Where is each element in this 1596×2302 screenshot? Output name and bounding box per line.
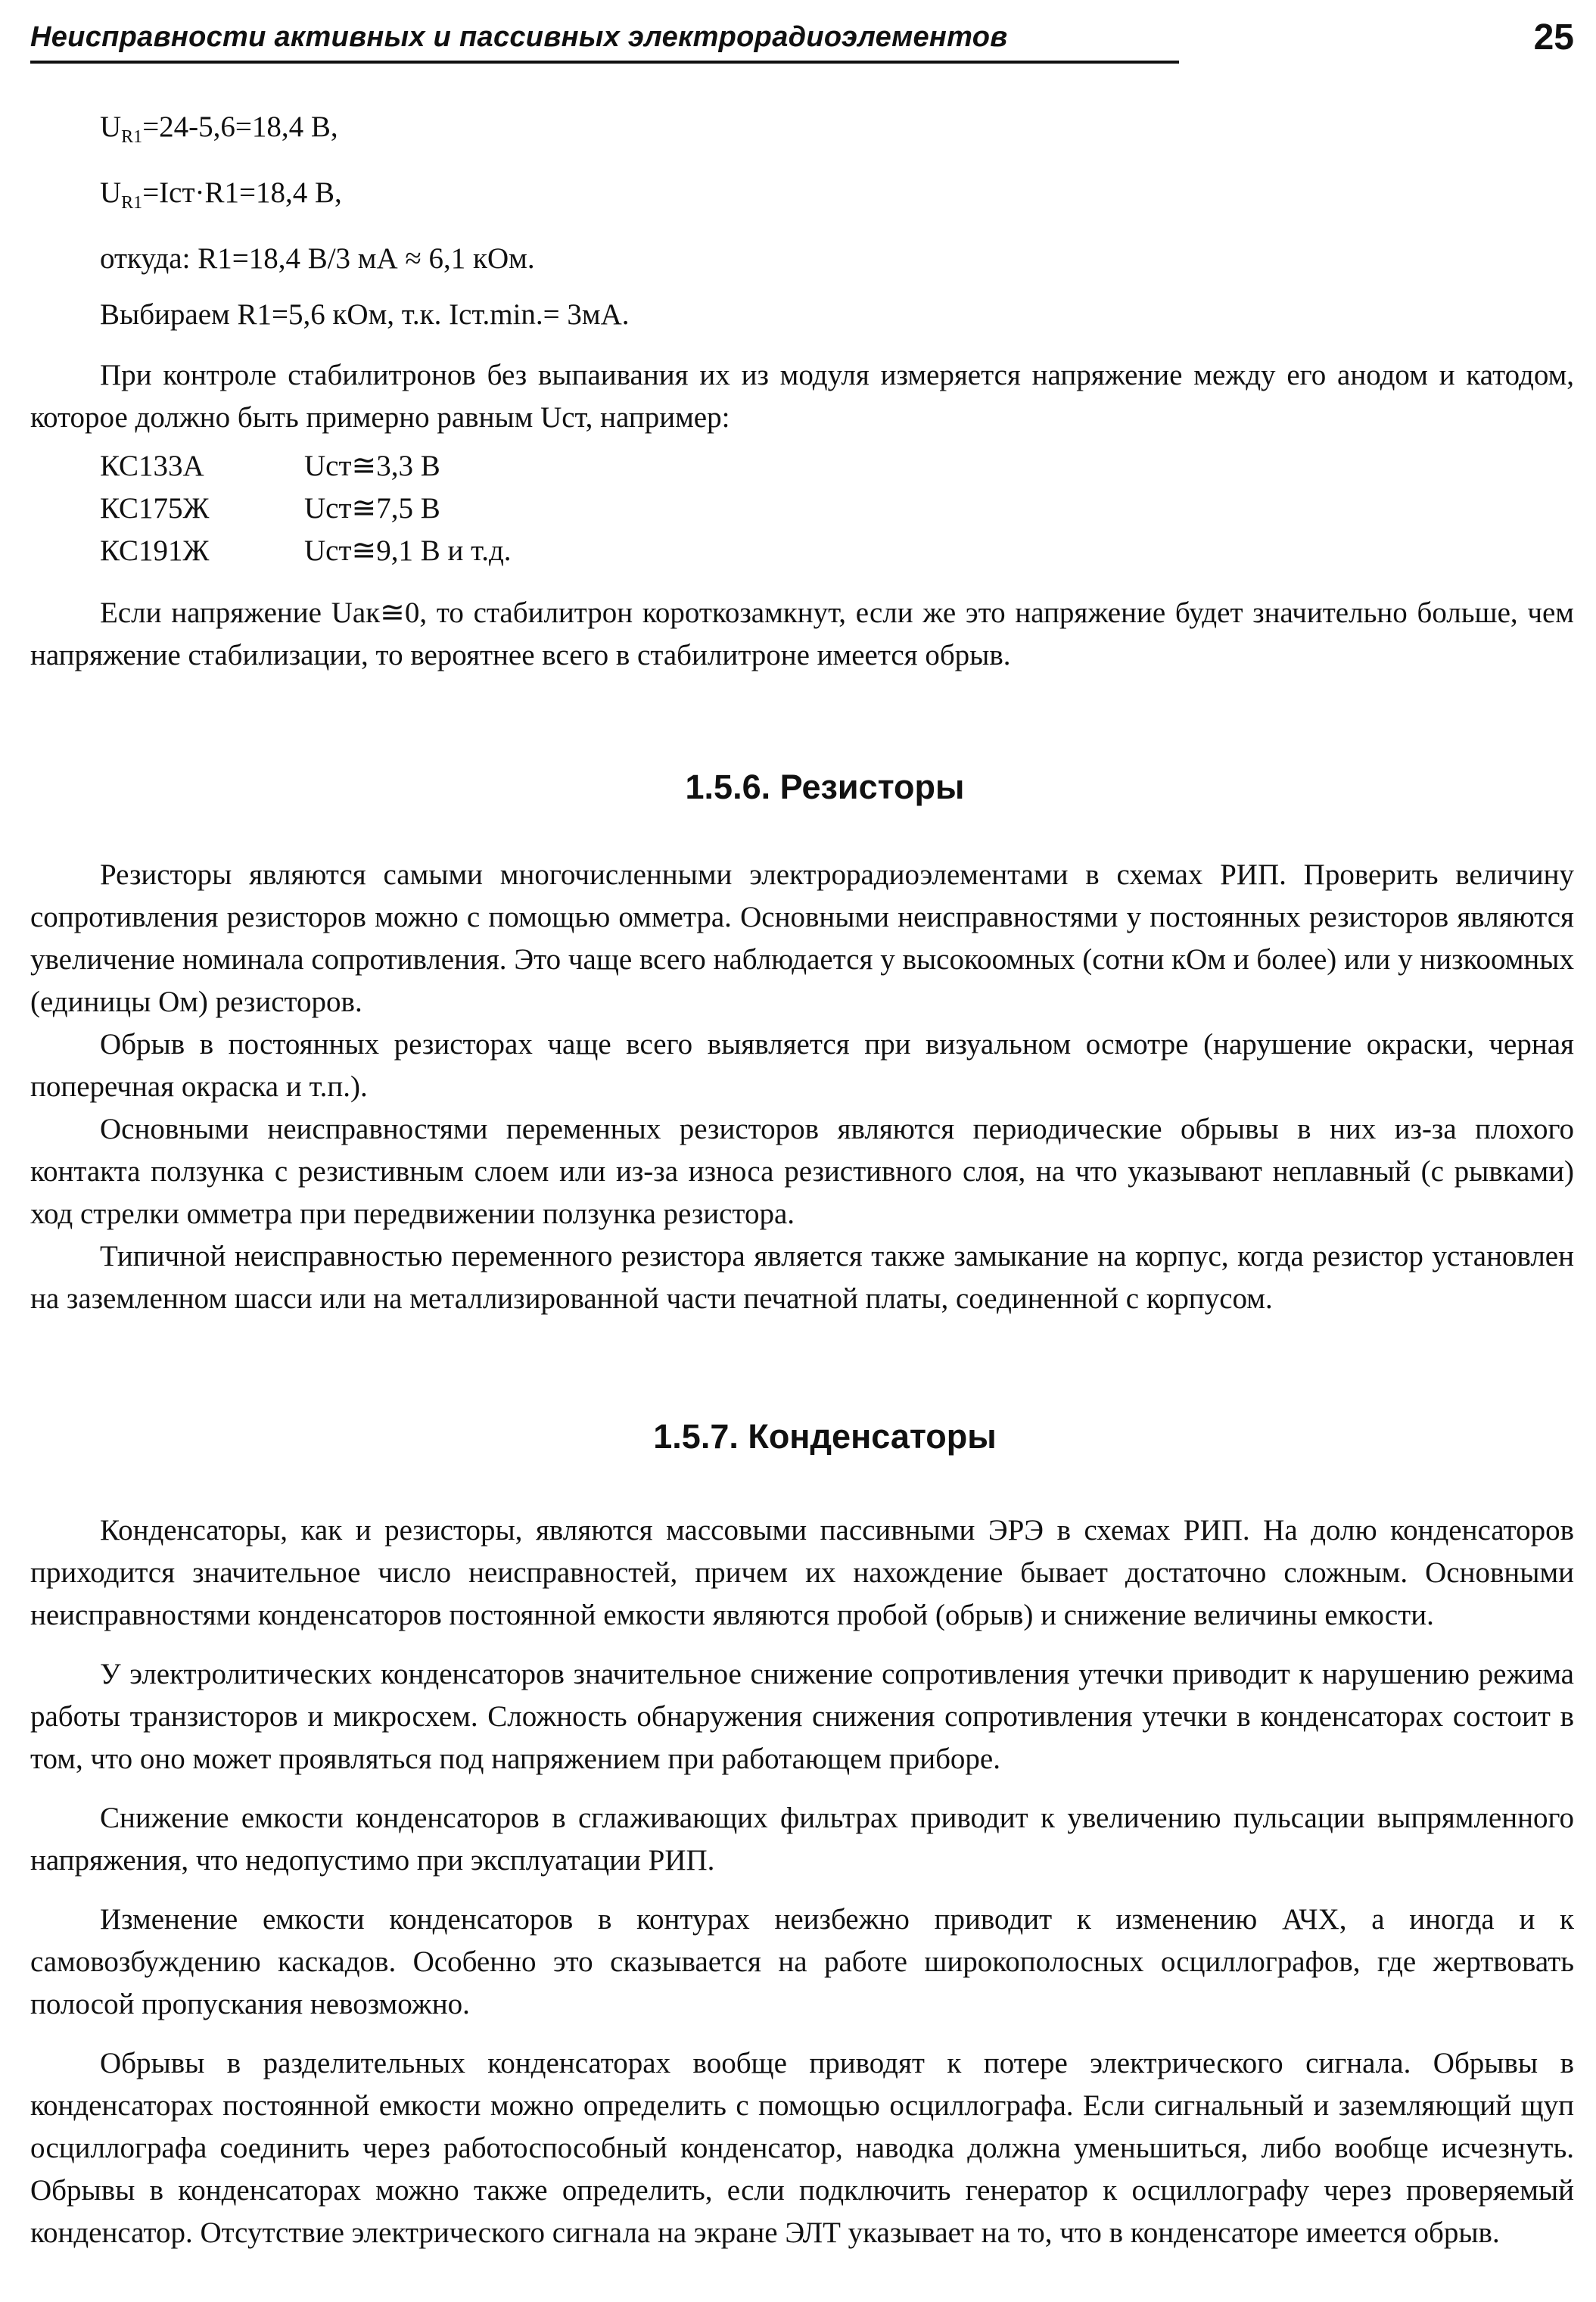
paragraph-capacitors-4: Изменение емкости конденсаторов в контурах неизбежно приводит к изменению АЧХ, а иногда и к самовозбуждению каскадов. Особенно это сказывается на работе широкополосных осциллографов, где жертвовать полосой пропускания невозможно. (30, 1903, 1574, 2020)
page-content (30, 106, 1574, 2254)
formula-ur1-ohm-law: $U_{R1}=Iст\cdot R1=18,4$ В, (100, 176, 342, 213)
zener-voltage: Uст≅9,1 В и т.д. (304, 534, 512, 567)
table-row (100, 445, 512, 488)
paragraph-capacitors-3: Снижение емкости конденсаторов в сглаживающих фильтрах приводит к увеличению пульсации выпрямленного напряжения, что недопустимо при эксплуатации РИП. (30, 1802, 1574, 1877)
zener-part: КС175Ж (100, 492, 210, 525)
zener-voltage: Uст≅3,3 В (304, 450, 440, 482)
table-row (100, 530, 512, 572)
section-heading-resistors: 1.5.6. Резисторы (685, 768, 965, 806)
formula-ur1-difference: $U_{R1}=24-5,6=18,4$ В, (100, 111, 338, 147)
table-row (100, 488, 512, 530)
formula-r1-calc: откуда: R1=18,4 В/3 мА ≈ 6,1 кОм. (100, 242, 535, 275)
paragraph-capacitors-5: Обрывы в разделительных конденсаторах вообще приводят к потере электрического сигнала. Обрывы в конденсаторах постоянной емкости можно определить с помощью осциллографа. Если сигнальный и заземляющий щуп осциллографа соединить через работоспособный конденсатор, наводка должна уменьшиться, либо вообще исчезнуть. Обрывы в конденсаторах можно также определить, если подключить генератор к осциллографу через проверяемый конденсатор. Отсутствие электрического сигнала на экране ЭЛТ указывает на то, что в конденсаторе имеется обрыв. (30, 2047, 1574, 2249)
zener-voltage-table (100, 445, 512, 572)
paragraph-capacitors-1: Конденсаторы, как и резисторы, являются массовыми пассивными ЭРЭ в схемах РИП. На долю конденсаторов приходится значительное число неисправностей, причем их нахождение бывает достаточно сложным. Основными неисправностями конденсаторов постоянной емкости являются пробой (обрыв) и снижение величины емкости. (30, 1514, 1574, 1631)
header-title: Неисправности активных и пассивных электрорадиоэлементов (30, 21, 1008, 53)
paragraph-zener-check: При контроле стабилитронов без выпаивания их из модуля измеряется напряжение между его анодом и катодом, которое должно быть примерно равным Uст, например: (30, 359, 1574, 434)
paragraph-zener-fault: Если напряжение Uак≅0, то стабилитрон короткозамкнут, если же это напряжение будет значительно больше, чем напряжение стабилизации, то вероятнее всего в стабилитроне имеется обрыв. (30, 597, 1574, 671)
zener-part: КС191Ж (100, 534, 210, 567)
header-rule (30, 61, 1179, 64)
zener-part: КС133А (100, 450, 204, 482)
paragraph-resistors-1: Резисторы являются самыми многочисленными электрорадиоэлементами в схемах РИП. Проверить величину сопротивления резисторов можно с помощью омметра. Основными неисправностями у постоянных резисторов являются увеличение номинала сопротивления. Это чаще всего наблюдается у высокоомных (сотни кОм и более) или у низкоомных (единицы Ом) резисторов. (30, 858, 1574, 1018)
formula-r1-choice: Выбираем R1=5,6 кОм, т.к. Iст.min.= 3мА. (100, 298, 630, 331)
paragraph-resistors-3: Основными неисправностями переменных резисторов являются периодические обрывы в них из-за плохого контакта ползунка с резистивным слоем или из-за износа резистивного слоя, на что указывают неплавный (с рывками) ход стрелки омметра при передвижении ползунка резистора. (30, 1113, 1574, 1230)
paragraph-resistors-2: Обрыв в постоянных резисторах чаще всего выявляется при визуальном осмотре (нарушение окраски, черная поперечная окраска и т.п.). (30, 1028, 1574, 1103)
page-number: 25 (1533, 17, 1574, 58)
paragraph-capacitors-2: У электролитических конденсаторов значительное снижение сопротивления утечки приводит к нарушению режима работы транзисторов и микросхем. Сложность обнаружения снижения сопротивления утечки в конденсаторах состоит в том, что оно может проявляться под напряжением при работающем приборе. (30, 1658, 1574, 1775)
section-heading-capacitors: 1.5.7. Конденсаторы (653, 1417, 997, 1456)
zener-voltage: Uст≅7,5 В (304, 492, 440, 525)
running-header (30, 17, 1574, 65)
paragraph-resistors-4: Типичной неисправностью переменного резистора является также замыкание на корпус, когда резистор установлен на заземленном шасси или на металлизированной части печатной платы, соединенной с корпусом. (30, 1240, 1574, 1315)
